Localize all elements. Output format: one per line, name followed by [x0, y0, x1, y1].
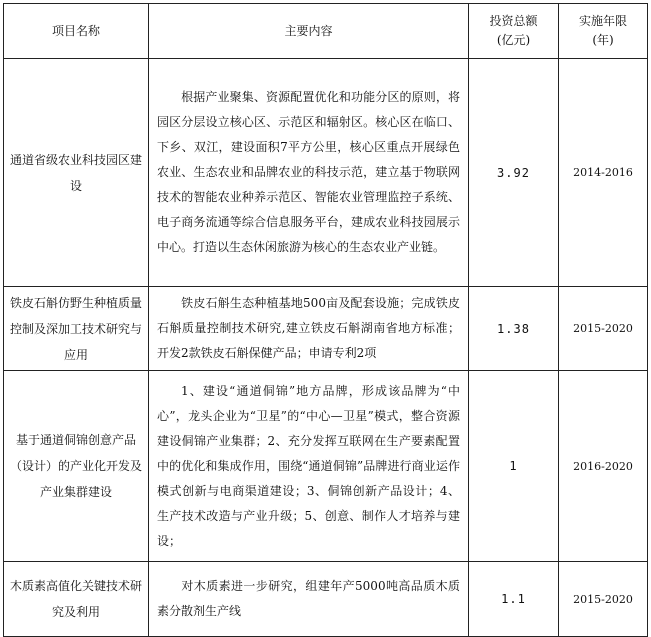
header-period-line1: 实施年限	[578, 14, 627, 28]
table-row	[4, 562, 648, 637]
table-row	[4, 59, 648, 287]
header-main-content: 主要内容	[149, 4, 469, 59]
investment-cell: 1	[469, 371, 559, 562]
header-investment	[469, 4, 559, 59]
period-cell: 2015-2020	[559, 562, 648, 637]
project-content-cell	[149, 59, 469, 287]
header-period-line2: (年)	[592, 33, 614, 47]
investment-cell: 1.1	[469, 562, 559, 637]
project-name-cell: 通道省级农业科技园区建设	[4, 59, 149, 287]
table-row	[4, 287, 648, 371]
investment-cell: 1.38	[469, 287, 559, 371]
project-name-cell: 基于通道侗锦创意产品（设计）的产业化开发及产业集群建设	[4, 371, 149, 562]
table-row	[4, 371, 648, 562]
period-cell: 2015-2020	[559, 287, 648, 371]
project-name-cell: 铁皮石斛仿野生种植质量控制及深加工技术研究与应用	[4, 287, 149, 371]
period-cell: 2014-2016	[559, 59, 648, 287]
project-name-cell: 木质素高值化关键技术研究及利用	[4, 562, 149, 637]
header-investment-line1: 投资总额	[489, 14, 538, 28]
project-content-text: 根据产业聚集、资源配置优化和功能分区的原则，将园区分层设立核心区、示范区和辐射区。核心区在临口、下乡、双江，建设面积7平方公里，核心区重点开展绿色农业、生态农业和品牌农业的科技示范，建立基于物联网技术的智能农业种养示范区、智能农业管理监控子系统、电子商务流通等综合信息服务平台，建成农业科技园展示中心。打造以生态休闲旅游为核心的生态农业产业链。	[157, 90, 460, 254]
project-table	[3, 3, 648, 637]
project-content-text: 铁皮石斛生态种植基地500亩及配套设施；完成铁皮石斛质量控制技术研究,建立铁皮石斛湖南省地方标准；开发2款铁皮石斛保健产品；申请专利2项	[157, 296, 460, 360]
project-content-text: 1、建设“通道侗锦”地方品牌，形成该品牌为“中心”，龙头企业为“卫星”的“中心—卫星”模式，整合资源建设侗锦产业集群；2、充分发挥互联网在生产要素配置中的优化和集成作用，围绕“通道侗锦”品牌进行商业运作模式创新与电商渠道建设；3、侗锦创新产品设计；4、 生产技术改造与产业升级；5、创意、制作人才培养与建设；	[157, 383, 460, 548]
project-content-cell	[149, 287, 469, 371]
header-period	[559, 4, 648, 59]
project-content-cell	[149, 371, 469, 562]
header-project-name: 项目名称	[4, 4, 149, 59]
header-investment-line2: (亿元)	[496, 33, 531, 47]
table-header-row	[4, 4, 648, 59]
project-content-text: 对木质素进一步研究，组建年产5000吨高品质木质素分散剂生产线	[157, 579, 460, 618]
project-content-cell	[149, 562, 469, 637]
period-cell: 2016-2020	[559, 371, 648, 562]
investment-cell: 3.92	[469, 59, 559, 287]
